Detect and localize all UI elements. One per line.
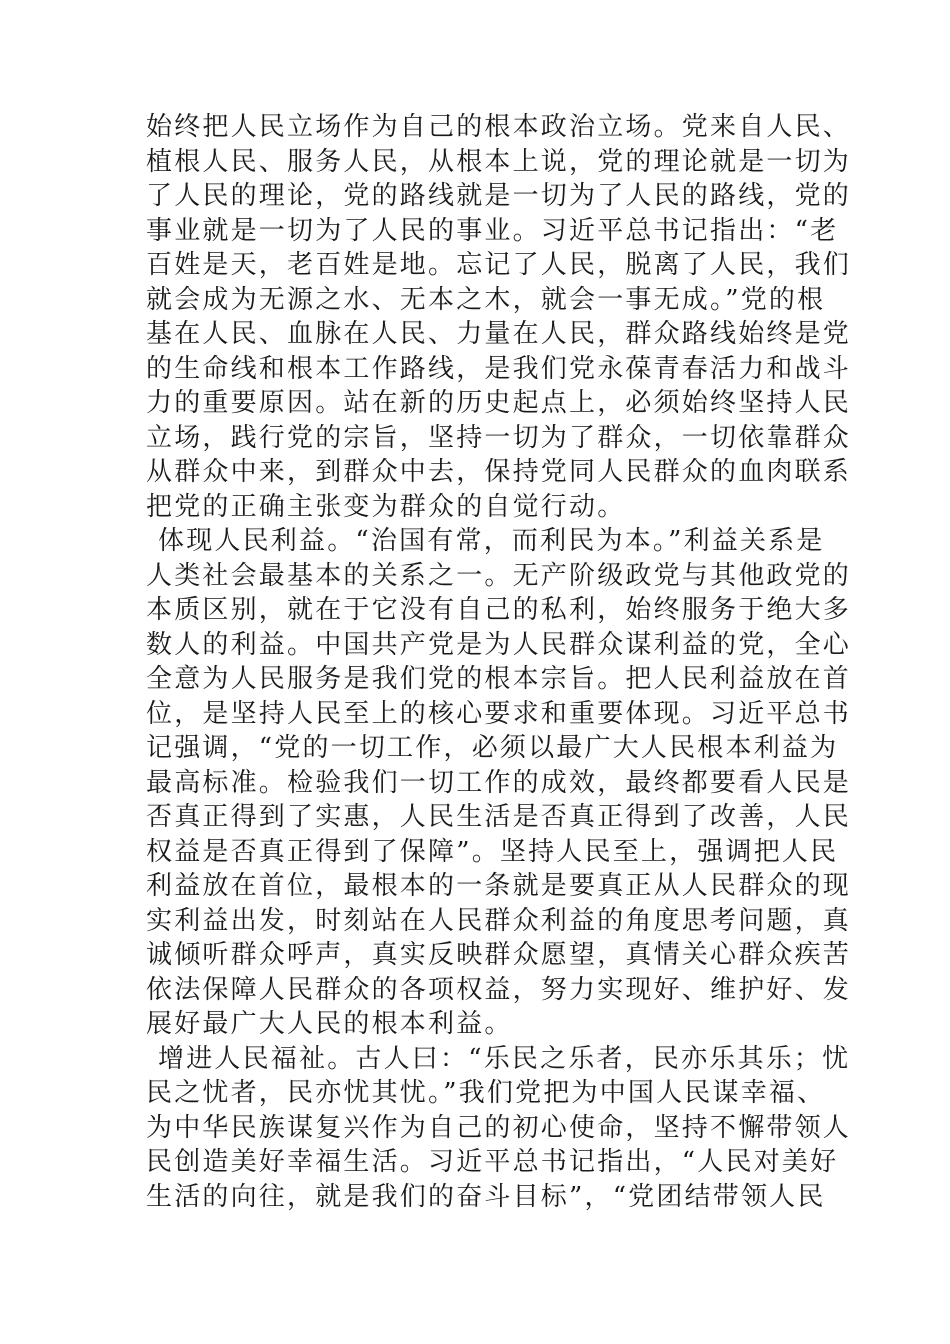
text-line: 位，是坚持人民至上的核心要求和重要体现。习近平总书 <box>146 698 852 729</box>
text-line: 的生命线和根本工作路线，是我们党永葆青春活力和战斗 <box>146 353 852 384</box>
text-line: 最高标准。检验我们一切工作的成效，最终都要看人民是 <box>146 767 852 798</box>
text-line: 基在人民、血脉在人民、力量在人民，群众路线始终是党 <box>146 319 852 349</box>
text-line: 为中华民族谋复兴作为自己的初心使命，坚持不懈带领人 <box>146 1112 852 1143</box>
paragraph-heading-line: 体现人民利益。“治国有常，而利民为本。”利益关系是 <box>158 526 825 556</box>
text-line: 民创造美好幸福生活。习近平总书记指出，“人民对美好 <box>146 1147 839 1177</box>
paragraph-heading-line: 增进人民福祉。古人曰：“乐民之乐者，民亦乐其乐；忧 <box>158 1043 851 1074</box>
text-line: 植根人民、服务人民，从根本上说，党的理论就是一切为 <box>146 146 852 177</box>
text-line: 依法保障人民群众的各项权益，努力实现好、维护好、发 <box>146 974 852 1005</box>
text-line: 事业就是一切为了人民的事业。习近平总书记指出：“老 <box>146 215 839 246</box>
text-line: 全意为人民服务是我们党的根本宗旨。把人民利益放在首 <box>146 664 852 694</box>
text-line: 力的重要原因。站在新的历史起点上，必须始终坚持人民 <box>146 388 852 418</box>
text-line: 从群众中来，到群众中去，保持党同人民群众的血肉联系 <box>146 457 852 487</box>
text-line: 把党的正确主张变为群众的自觉行动。 <box>146 491 626 522</box>
text-line: 展好最广大人民的根本利益。 <box>146 1009 513 1039</box>
text-line: 始终把人民立场作为自己的根本政治立场。党来自人民、 <box>146 112 852 142</box>
text-line: 百姓是天，老百姓是地。忘记了人民，脱离了人民，我们 <box>146 250 852 280</box>
text-line: 本质区别，就在于它没有自己的私利，始终服务于绝大多 <box>146 595 852 625</box>
text-line: 人类社会最基本的关系之一。无产阶级政党与其他政党的 <box>146 560 852 591</box>
text-line: 记强调，“党的一切工作，必须以最广大人民根本利益为 <box>146 733 839 763</box>
text-line: 诚倾听群众呼声，真实反映群众愿望，真情关心群众疾苦 <box>146 940 852 970</box>
text-line: 民之忧者，民亦忧其忧。”我们党把为中国人民谋幸福、 <box>146 1078 826 1108</box>
text-line: 生活的向往，就是我们的奋斗目标”，“党团结带领人民 <box>146 1181 826 1212</box>
text-line: 否真正得到了实惠，人民生活是否真正得到了改善，人民 <box>146 802 852 832</box>
text-line: 权益是否真正得到了保障”。坚持人民至上，强调把人民 <box>146 836 839 867</box>
text-line: 利益放在首位，最根本的一条就是要真正从人民群众的现 <box>146 871 852 901</box>
text-line: 就会成为无源之水、无本之木，就会一事无成。”党的根 <box>146 284 826 315</box>
body-text <box>146 110 852 1214</box>
text-line: 实利益出发，时刻站在人民群众利益的角度思考问题，真 <box>146 905 852 936</box>
text-line: 数人的利益。中国共产党是为人民群众谋利益的党，全心 <box>146 629 852 660</box>
text-line: 立场，践行党的宗旨，坚持一切为了群众，一切依靠群众 <box>146 422 852 453</box>
text-line: 了人民的理论，党的路线就是一切为了人民的路线，党的 <box>146 181 852 211</box>
